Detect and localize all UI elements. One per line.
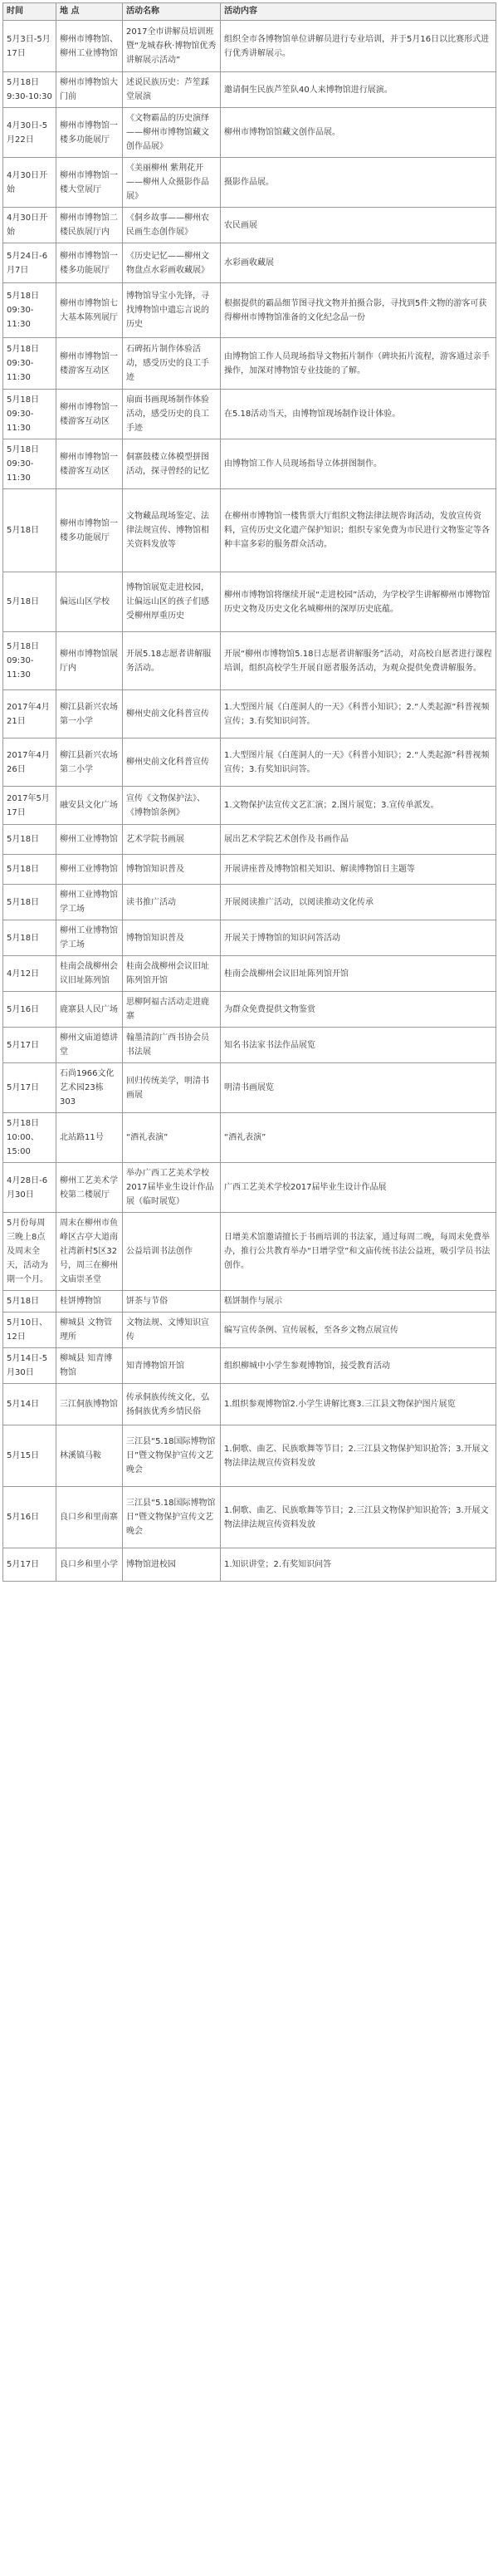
row-activity: 文物法规、文博知识宣传	[123, 1313, 221, 1348]
table-row	[3, 158, 496, 208]
row-activity: 三江县“5.18国际博物馆日”暨文物保护宣传文艺晚会	[123, 1487, 221, 1548]
row-content: 1.大型图片展《白莲洞人的一天》《科普小知识》；2.“人类起源”科普视频宣传；3.有奖知识问答。	[221, 690, 496, 738]
row-content: 广西工艺美术学校2017届毕业生设计作品展	[221, 1163, 496, 1213]
row-place: 北站路11号	[56, 1113, 123, 1163]
row-content: 展出艺术学院艺术创作及书画作品	[221, 825, 496, 855]
table-row	[3, 439, 496, 489]
row-date: 5月17日	[3, 1028, 56, 1063]
row-place: 柳州市博物馆一楼游客互动区	[56, 390, 123, 439]
row-place: 柳州文庙道德讲堂	[56, 1028, 123, 1063]
table-row	[3, 108, 496, 158]
row-date: 5月18日	[3, 572, 56, 632]
table-row	[3, 920, 496, 956]
row-content: 在柳州市博物馆一楼售票大厅组织文物法律法规咨询活动，发放宣传资料，宣传历史文化遗产保护知识；组织专家免费为市民进行文物鉴定等各种丰富多彩的服务群众活动。	[221, 489, 496, 572]
table-row	[3, 572, 496, 632]
row-content: 开展阅读推广活动，以阅读推动文化传承	[221, 885, 496, 920]
row-place: 柳州工艺美术学校第二楼展厅	[56, 1163, 123, 1213]
table-row	[3, 855, 496, 885]
row-activity: 博物馆知识普及	[123, 855, 221, 885]
table-row	[3, 956, 496, 992]
row-content: 开展“柳州市博物馆5.18日志愿者讲解服务”活动，对高校自愿者进行课程培训，组织高校学生开展自愿者服务活动，为观众提供免费讲解服务。	[221, 632, 496, 690]
row-date: 5月24日-6月7日	[3, 243, 56, 283]
row-content: 1.组织参观博物馆2.小学生讲解比赛3.三江县文物保护图片展览	[221, 1384, 496, 1425]
row-activity: 举办广西工艺美术学校2017届毕业生设计作品展（临时展览）	[123, 1163, 221, 1213]
row-content: 组织柳城中小学生参观博物馆，接受教育活动	[221, 1348, 496, 1384]
row-content: 农民画展	[221, 208, 496, 243]
row-date: 4月30日-5月22日	[3, 108, 56, 158]
row-place: 柳州市博物馆大门前	[56, 72, 123, 108]
row-place: 桂南会战柳州会议旧址陈列馆	[56, 956, 123, 992]
table-row	[3, 1487, 496, 1548]
row-activity: 柳州史前文化科普宣传	[123, 690, 221, 738]
row-activity: 桂南会战柳州会议旧址陈列馆开馆	[123, 956, 221, 992]
table-row	[3, 1113, 496, 1163]
row-activity: 读书推广活动	[123, 885, 221, 920]
row-place: 良口乡和里南寨	[56, 1487, 123, 1548]
row-content: 日增美术馆邀请擅长于书画培训的书法家，通过每周二晚，每周末免费举办，推行公共教育举办“日增学堂”和文庙传统书法公益班，吸引学员书法创作。	[221, 1213, 496, 1291]
table-row	[3, 825, 496, 855]
table-row	[3, 1425, 496, 1487]
row-place: 良口乡和里小学	[56, 1548, 123, 1582]
row-place: 柳州市博物馆一楼多功能展厅	[56, 489, 123, 572]
row-place: 柳州市博物馆二楼民族展厅内	[56, 208, 123, 243]
table-row	[3, 283, 496, 338]
row-activity: 《历史记忆——柳州文物盘点水彩画收藏展》	[123, 243, 221, 283]
row-content: 由博物馆工作人员现场指导文物拓片制作（碑块拓片流程，游客通过亲手操作，加深对博物馆专业技能的了解。	[221, 338, 496, 390]
row-date: 5月18日	[3, 1291, 56, 1313]
row-activity: 博物馆知识普及	[123, 920, 221, 956]
row-place: 石尚1966文化艺术园23栋303	[56, 1063, 123, 1113]
row-activity: 知青博物馆开馆	[123, 1348, 221, 1384]
row-activity: 回归传统美学，明清书画展	[123, 1063, 221, 1113]
row-date: 2017年5月17日	[3, 787, 56, 825]
row-activity: 博物馆进校园	[123, 1548, 221, 1582]
row-content: 1.侗歌、曲艺、民族歌舞等节目；2.三江县文物保护知识抢答；3.开展文物法律法规宣传资料发放	[221, 1487, 496, 1548]
row-place: 柳江县新兴农场第二小学	[56, 738, 123, 787]
row-content: 糕饼制作与展示	[221, 1291, 496, 1313]
row-place: 鹿寨县人民广场	[56, 992, 123, 1028]
row-content: 知名书法家书法作品展览	[221, 1028, 496, 1063]
row-activity: 饼茶与节俗	[123, 1291, 221, 1313]
table-row	[3, 72, 496, 108]
table-row	[3, 1163, 496, 1213]
table-row	[3, 1291, 496, 1313]
row-place: 柳州工业博物馆学工场	[56, 920, 123, 956]
row-place: 柳城县 文物管理所	[56, 1313, 123, 1348]
row-activity: 传承侗族传统文化，弘扬侗族优秀乡情民俗	[123, 1384, 221, 1425]
row-date: 5月18日	[3, 885, 56, 920]
row-place: 偏远山区学校	[56, 572, 123, 632]
row-content: 1.文物保护法宣传文艺汇演；2.图片展览；3.宣传单派发。	[221, 787, 496, 825]
row-activity: 开展5.18志愿者讲解服务活动。	[123, 632, 221, 690]
row-date: 5月16日	[3, 1487, 56, 1548]
row-place: 柳州市博物馆一楼游客互动区	[56, 338, 123, 390]
column-header-content: 活动内容	[221, 3, 496, 21]
table-row	[3, 1028, 496, 1063]
row-activity: 艺术学院书画展	[123, 825, 221, 855]
table-row	[3, 885, 496, 920]
row-date: 4月30日开始	[3, 158, 56, 208]
table-row	[3, 489, 496, 572]
table-row	[3, 992, 496, 1028]
row-date: 5月18日 09:30-11:30	[3, 283, 56, 338]
row-date: 5月16日	[3, 992, 56, 1028]
table-row	[3, 390, 496, 439]
row-content: 柳州市博物馆馆藏文创作品展。	[221, 108, 496, 158]
row-date: 5月18日 09:30-11:30	[3, 390, 56, 439]
table-row	[3, 632, 496, 690]
row-date: 5月17日	[3, 1548, 56, 1582]
row-date: 5月15日	[3, 1425, 56, 1487]
row-place: 柳州市博物馆一楼多功能展厅	[56, 243, 123, 283]
row-activity: “酒礼表演”	[123, 1113, 221, 1163]
row-date: 5月18日 09:30-11:30	[3, 338, 56, 390]
table-row	[3, 1313, 496, 1348]
row-content: 柳州市博物馆将继续开展“走进校园”活动，为学校学生讲解柳州市博物馆历史文物及历史文化名城柳州的深厚历史底蕴。	[221, 572, 496, 632]
row-activity: 侗寨鼓楼立体模型拼图活动，探寻曾经的记忆	[123, 439, 221, 489]
row-date: 2017年4月21日	[3, 690, 56, 738]
row-content: 明清书画展览	[221, 1063, 496, 1113]
row-activity: 思柳阿福古活动走进鹿寨	[123, 992, 221, 1028]
row-activity: 柳州史前文化科普宣传	[123, 738, 221, 787]
row-activity: 翰墨清韵广西书协会员书法展	[123, 1028, 221, 1063]
table-body	[3, 21, 496, 1582]
row-place: 柳城县 知青博物馆	[56, 1348, 123, 1384]
row-place: 柳州工业博物馆	[56, 825, 123, 855]
row-content: 水彩画收藏展	[221, 243, 496, 283]
row-content: 摄影作品展。	[221, 158, 496, 208]
row-content: 开展关于博物馆的知识问答活动	[221, 920, 496, 956]
row-activity: 文物藏品现场鉴定、法律法规宣传、博物馆相关资料发放等	[123, 489, 221, 572]
document-page	[2, 2, 496, 1582]
table-row	[3, 1384, 496, 1425]
row-date: 5月18日 9:30-10:30	[3, 72, 56, 108]
row-date: 5月份每周三晚上8点及周末全天，活动为期一个月。	[3, 1213, 56, 1291]
row-content: 编写宣传条例、宣传展板，至各乡文物点展宣传	[221, 1313, 496, 1348]
row-date: 5月18日	[3, 855, 56, 885]
table-row	[3, 738, 496, 787]
row-content: 桂南会战柳州会议旧址陈列馆开馆	[221, 956, 496, 992]
column-header-time: 时间	[3, 3, 56, 21]
row-date: 5月18日	[3, 825, 56, 855]
row-date: 5月18日 09:30-11:30	[3, 439, 56, 489]
row-date: 4月30日开始	[3, 208, 56, 243]
row-content: 在5.18活动当天，由博物馆现场制作设计体验。	[221, 390, 496, 439]
table-row	[3, 208, 496, 243]
row-date: 5月17日	[3, 1063, 56, 1113]
row-content: 1.侗歌、曲艺、民族歌舞等节目；2.三江县文物保护知识抢答；3.开展文物法律法规宣传资料发放	[221, 1425, 496, 1487]
row-activity: 扇面书画现场制作体验活动，感受历史的良工手迹	[123, 390, 221, 439]
row-place: 桂饼博物馆	[56, 1291, 123, 1313]
row-date: 5月18日 10:00、15:00	[3, 1113, 56, 1163]
row-activity: 公益培训书法创作	[123, 1213, 221, 1291]
row-activity: 述说民族历史：芦笙踩堂展演	[123, 72, 221, 108]
row-date: 5月18日	[3, 920, 56, 956]
row-activity: 宣传《文物保护法》、《博物馆条例》	[123, 787, 221, 825]
row-date: 5月14日	[3, 1384, 56, 1425]
row-content: 组织全市各博物馆单位讲解员进行专业培训，并于5月16日以比赛形式进行优秀讲解展示。	[221, 21, 496, 72]
row-place: 柳州市博物馆展厅内	[56, 632, 123, 690]
row-place: 三江侗族博物馆	[56, 1384, 123, 1425]
row-content: 由博物馆工作人员现场指导立体拼图制作。	[221, 439, 496, 489]
row-activity: 博物馆导宝小先锋，寻找博物馆中遗忘言说的历史	[123, 283, 221, 338]
row-activity: 《美丽柳州 紫荆花开——柳州人众摄影作品展》	[123, 158, 221, 208]
row-place: 柳江县新兴农场第一小学	[56, 690, 123, 738]
table-row	[3, 1348, 496, 1384]
row-place: 林溪镇马鞍	[56, 1425, 123, 1487]
table-row	[3, 690, 496, 738]
row-date: 2017年4月26日	[3, 738, 56, 787]
row-date: 5月18日	[3, 489, 56, 572]
column-header-place: 地 点	[56, 3, 123, 21]
row-date: 5月10日、12日	[3, 1313, 56, 1348]
column-header-activity: 活动名称	[123, 3, 221, 21]
row-date: 4月12日	[3, 956, 56, 992]
table-row	[3, 787, 496, 825]
row-activity: 2017全市讲解员培训班暨“龙城春秋·博物馆优秀讲解展示活动”	[123, 21, 221, 72]
row-place: 柳州工业博物馆学工场	[56, 885, 123, 920]
row-content: 为群众免费提供文物鉴赏	[221, 992, 496, 1028]
row-activity: 三江县“5.18国际博物馆日”暨文物保护宣传文艺晚会	[123, 1425, 221, 1487]
row-content: 根据提供的霸品细节图寻找文物并拍摄合影，寻找到5件文物的游客可获得柳州市博物馆准备的文化纪念品一份	[221, 283, 496, 338]
row-place: 周末在柳州市鱼峰区古亭大道南社湾新村5区32号，周三在柳州文庙崇圣堂	[56, 1213, 123, 1291]
row-content: 1.大型图片展《白莲洞人的一天》《科普小知识》；2.“人类起源”科普视频宣传；3.有奖知识问答。	[221, 738, 496, 787]
table-row	[3, 243, 496, 283]
activity-schedule-table	[2, 2, 496, 1582]
row-place: 柳州市博物馆一楼多功能展厅	[56, 108, 123, 158]
row-place: 柳州市博物馆七大基本陈列展厅	[56, 283, 123, 338]
row-place: 柳州工业博物馆	[56, 855, 123, 885]
row-date: 4月28日-6月30日	[3, 1163, 56, 1213]
row-content: “酒礼表演”	[221, 1113, 496, 1163]
row-activity: 《侗乡故事——柳州农民画生态创作展》	[123, 208, 221, 243]
row-place: 柳州市博物馆一楼游客互动区	[56, 439, 123, 489]
row-date: 5月3日-5月17日	[3, 21, 56, 72]
row-place: 柳州市博物馆、柳州工业博物馆	[56, 21, 123, 72]
row-content: 开展讲座普及博物馆相关知识、解读博物馆日主题等	[221, 855, 496, 885]
row-content: 1.知识讲堂；2.有奖知识问答	[221, 1548, 496, 1582]
row-place: 柳州市博物馆一楼大堂展厅	[56, 158, 123, 208]
table-row	[3, 21, 496, 72]
row-content: 邀请侗生民族芦笙队40人来博物馆进行展演。	[221, 72, 496, 108]
table-header-row	[3, 3, 496, 21]
row-date: 5月18日 09:30-11:30	[3, 632, 56, 690]
table-row	[3, 338, 496, 390]
row-date: 5月14日-5月30日	[3, 1348, 56, 1384]
table-row	[3, 1063, 496, 1113]
row-activity: 《文物霸品的历史演绎——柳州市博物馆藏文创作品展》	[123, 108, 221, 158]
table-row	[3, 1548, 496, 1582]
row-activity: 博物馆展览走进校园，让偏远山区的孩子们感受柳州厚重历史	[123, 572, 221, 632]
table-row	[3, 1213, 496, 1291]
row-activity: 石碑拓片制作体验活动，感受历史的良工手迹	[123, 338, 221, 390]
row-place: 融安县文化广场	[56, 787, 123, 825]
